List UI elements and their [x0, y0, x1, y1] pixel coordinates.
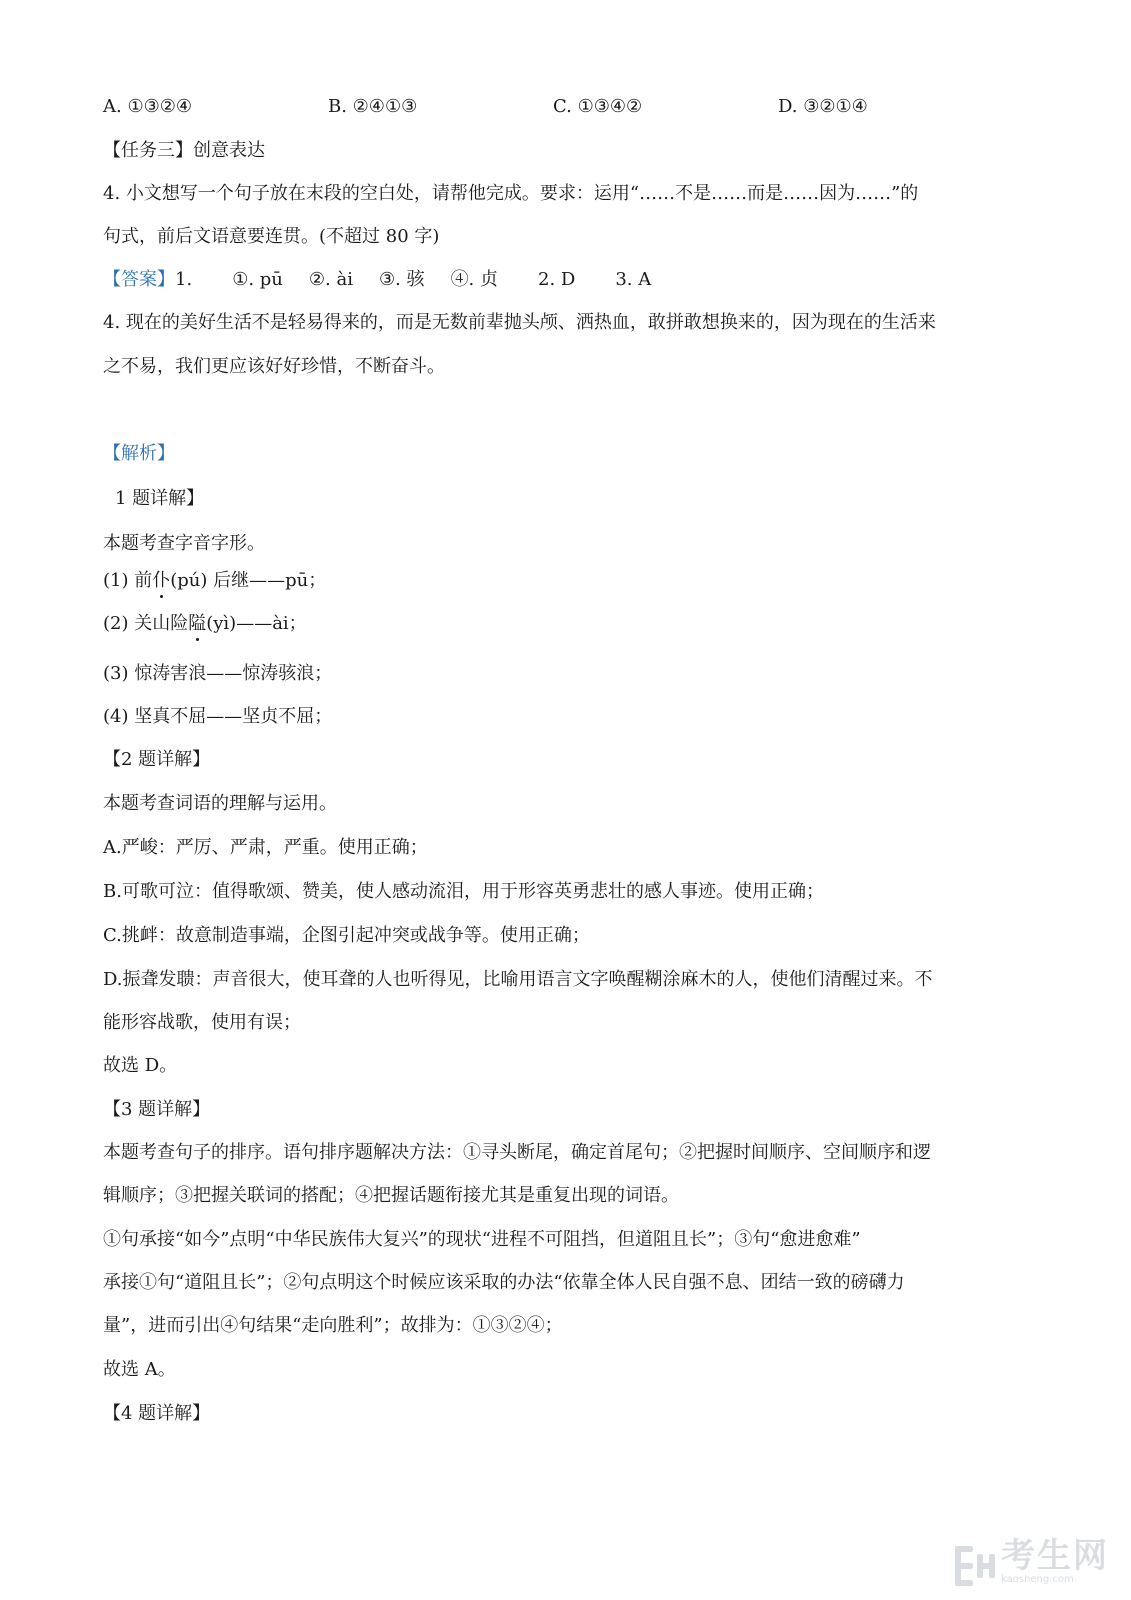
answer-item: ①. pū — [232, 269, 283, 290]
q3-choice: 故选 A。 — [103, 1359, 176, 1380]
answer4-line1: 4. 现在的美好生活不是轻易得来的，而是无数前辈抛头颅、洒热血，敢拼敢想换来的，因为现在的生活来 — [103, 312, 936, 333]
q3-intro-line1: 本题考查句子的排序。语句排序题解决方法：①寻头断尾，确定首尾句；②把握时间顺序、空间顺序和逻 — [103, 1142, 931, 1163]
q1-item1: (1) 前仆(pú) 后继——pū； — [103, 570, 327, 591]
q1-item2: (2) 关山险隘(yì)——ài； — [103, 613, 307, 634]
q3-para-line1: ①句承接“如今”点明“中华民族伟大复兴”的现状“进程不可阻挡，但道阻且长”；③句“愈进愈难” — [103, 1229, 861, 1250]
answer-item: ④. 贞 — [450, 269, 499, 290]
options-row — [103, 95, 1003, 119]
q4-heading: 【4 题详解】 — [103, 1403, 211, 1424]
q2-option-c: C.挑衅：故意制造事端，企图引起冲突或战争等。使用正确； — [103, 925, 590, 946]
emphasized-char: 仆 — [152, 570, 171, 591]
q2-option-d-line1: D.振聋发聩：声音很大，使耳聋的人也听得见，比喻用语言文字唤醒糊涂麻木的人，使他们清醒过来。不 — [103, 969, 933, 990]
watermark — [955, 1538, 1109, 1586]
answer4-line2: 之不易，我们更应该好好珍惜，不断奋斗。 — [103, 356, 445, 377]
q2-choice: 故选 D。 — [103, 1055, 178, 1076]
q3-heading: 【3 题详解】 — [103, 1099, 211, 1120]
q2-option-b: B.可歌可泣：值得歌颂、赞美，使人感动流泪，用于形容英勇悲壮的感人事迹。使用正确； — [103, 881, 824, 902]
q2-intro: 本题考查词语的理解与运用。 — [103, 793, 337, 814]
emphasized-char: 隘 — [188, 613, 207, 634]
q3-intro-line2: 辑顺序；③把握关联词的搭配；④把握话题衔接尤其是重复出现的词语。 — [103, 1185, 679, 1206]
q1-heading: 1 题详解】 — [115, 488, 205, 509]
option-a: A. ①③②④ — [103, 96, 192, 117]
option-b: B. ②④①③ — [328, 96, 418, 117]
q3-para-line2: 承接①句“道阻且长”；②句点明这个时候应该采取的办法“依靠全体人民自强不息、团结一致的磅礴力 — [103, 1272, 905, 1293]
answer-item: ③. 骇 — [378, 269, 425, 290]
q1-item4: (4) 坚真不屈——坚贞不屈； — [103, 706, 333, 727]
q4-line2: 句式，前后文语意要连贯。(不超过 80 字) — [103, 226, 440, 247]
watermark-name: 考生网 — [1001, 1536, 1109, 1576]
analysis-label: 【解析】 — [103, 443, 175, 464]
option-d: D. ③②①④ — [778, 96, 868, 117]
task3-heading: 【任务三】创意表达 — [103, 140, 265, 161]
answer-item: 1. — [175, 269, 193, 290]
q2-heading: 【2 题详解】 — [103, 749, 211, 770]
q2-option-d-line2: 能形容战歌，使用有误； — [103, 1012, 301, 1033]
answer-item: ②. ài — [308, 269, 353, 290]
q1-intro: 本题考查字音字形。 — [103, 533, 265, 554]
watermark-url: kaosheng.com — [1001, 1574, 1074, 1585]
answer-row — [103, 268, 1003, 292]
option-c: C. ①③④② — [553, 96, 643, 117]
q2-option-a: A.严峻：严厉、严肃，严重。使用正确； — [103, 837, 428, 858]
answer-item: 2. D — [538, 269, 576, 290]
q3-para-line3: 量”，进而引出④句结果“走向胜利”；故排为：①③②④； — [103, 1315, 563, 1336]
answer-label: 【答案】 — [103, 269, 175, 290]
q4-line1: 4. 小文想写一个句子放在末段的空白处，请帮他完成。要求：运用“……不是……而是……因为……”的 — [103, 183, 919, 204]
answer-item: 3. A — [615, 269, 652, 290]
q1-item3: (3) 惊涛害浪——惊涛骇浪； — [103, 663, 333, 684]
watermark-logo-icon — [955, 1546, 995, 1586]
